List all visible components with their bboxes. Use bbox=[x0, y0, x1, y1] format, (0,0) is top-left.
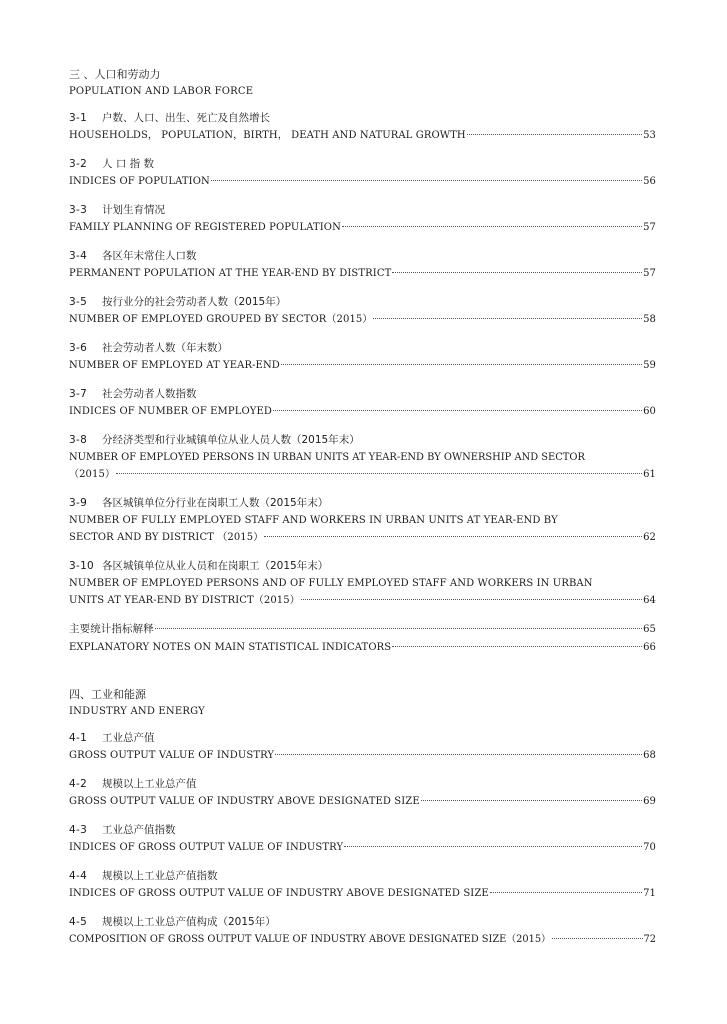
dot-leader bbox=[264, 536, 642, 537]
entry-title-en-line1: NUMBER OF FULLY EMPLOYED STAFF AND WORKERS IN URBAN UNITS AT YEAR-END BY bbox=[69, 515, 558, 526]
page-number: 53 bbox=[643, 130, 656, 141]
section-title-en: INDUSTRY AND ENERGY bbox=[69, 706, 205, 717]
toc-entry-3-1[interactable] bbox=[69, 109, 656, 144]
entry-title-cn: 分经济类型和行业城镇单位从业人员人数（2015年末） bbox=[102, 434, 360, 446]
page-number: 60 bbox=[643, 406, 656, 417]
entry-number: 4-4 bbox=[69, 870, 88, 882]
entry-title-en-line2: （2015） bbox=[69, 469, 116, 480]
page-number: 66 bbox=[643, 642, 656, 653]
toc-entry-4-3[interactable] bbox=[69, 821, 656, 856]
entry-number: 3-10 bbox=[69, 560, 95, 572]
dot-leader bbox=[392, 272, 642, 273]
entry-title-en: FAMILY PLANNING OF REGISTERED POPULATION bbox=[69, 222, 341, 233]
page-number: 71 bbox=[643, 888, 656, 899]
entry-title-en-line2: UNITS AT YEAR-END BY DISTRICT（2015） bbox=[69, 595, 300, 606]
toc-entry-notes[interactable] bbox=[69, 620, 656, 656]
entry-title-cn: 规模以上工业总产值 bbox=[102, 778, 197, 790]
entry-title-en: COMPOSITION OF GROSS OUTPUT VALUE OF INDUSTRY ABOVE DESIGNATED SIZE（2015） bbox=[69, 934, 551, 945]
entry-number: 3-3 bbox=[69, 204, 88, 216]
entry-title-cn: 人 口 指 数 bbox=[102, 158, 155, 170]
entry-title-en: NUMBER OF EMPLOYED AT YEAR-END bbox=[69, 360, 280, 371]
notes-title-en: EXPLANATORY NOTES ON MAIN STATISTICAL INDICATORS bbox=[69, 642, 392, 653]
notes-title-cn: 主要统计指标解释 bbox=[69, 623, 154, 635]
entry-title-cn: 各区城镇单位从业人员和在岗职工（2015年末） bbox=[102, 560, 329, 572]
entry-title-cn: 工业总产值 bbox=[102, 732, 155, 744]
entry-number: 4-5 bbox=[69, 916, 88, 928]
dot-leader bbox=[116, 473, 642, 474]
page-number: 72 bbox=[643, 934, 656, 945]
entry-title-cn: 户数、人口、出生、死亡及自然增长 bbox=[102, 112, 270, 124]
entry-number: 3-6 bbox=[69, 342, 88, 354]
entry-title-en: PERMANENT POPULATION AT THE YEAR-END BY DISTRICT bbox=[69, 268, 392, 279]
page-number: 64 bbox=[643, 595, 656, 606]
page-number: 69 bbox=[643, 796, 656, 807]
page-number: 57 bbox=[643, 268, 656, 279]
toc-entry-3-9[interactable] bbox=[69, 494, 656, 546]
dot-leader bbox=[301, 599, 642, 600]
dot-leader bbox=[490, 892, 642, 893]
page-number: 59 bbox=[643, 360, 656, 371]
entry-title-en-line2: SECTOR AND BY DISTRICT （2015） bbox=[69, 532, 264, 543]
entry-title-en: INDICES OF NUMBER OF EMPLOYED bbox=[69, 406, 272, 417]
page-number: 61 bbox=[643, 469, 656, 480]
toc-entry-3-7[interactable] bbox=[69, 385, 656, 420]
entry-number: 4-1 bbox=[69, 732, 88, 744]
entry-title-cn: 社会劳动者人数指数 bbox=[102, 388, 197, 400]
entry-title-cn: 规模以上工业总产值指数 bbox=[102, 870, 218, 882]
toc-entry-3-8[interactable] bbox=[69, 431, 656, 483]
toc-entry-4-5[interactable] bbox=[69, 913, 656, 948]
toc-entry-3-10[interactable] bbox=[69, 557, 656, 609]
entry-title-en-line1: NUMBER OF EMPLOYED PERSONS AND OF FULLY EMPLOYED STAFF AND WORKERS IN URBAN bbox=[69, 578, 593, 589]
dot-leader bbox=[281, 364, 642, 365]
page-number: 56 bbox=[643, 176, 656, 187]
toc-entry-3-4[interactable] bbox=[69, 247, 656, 282]
dot-leader bbox=[211, 180, 642, 181]
entry-number: 3-9 bbox=[69, 497, 88, 509]
page-number: 65 bbox=[643, 624, 656, 635]
toc-entry-3-3[interactable] bbox=[69, 201, 656, 236]
section-title-en: POPULATION AND LABOR FORCE bbox=[69, 86, 254, 97]
entry-number: 3-2 bbox=[69, 158, 88, 170]
dot-leader bbox=[373, 318, 642, 319]
section-population bbox=[69, 66, 656, 656]
page-number: 58 bbox=[643, 314, 656, 325]
page-number: 62 bbox=[643, 532, 656, 543]
section-industry bbox=[69, 686, 656, 948]
dot-leader bbox=[467, 134, 642, 135]
entry-title-en: GROSS OUTPUT VALUE OF INDUSTRY bbox=[69, 750, 275, 761]
page-number: 70 bbox=[643, 842, 656, 853]
entry-title-en: INDICES OF GROSS OUTPUT VALUE OF INDUSTRY ABOVE DESIGNATED SIZE bbox=[69, 888, 489, 899]
entry-title-cn: 各区年末常住人口数 bbox=[102, 250, 197, 262]
entry-title-cn: 按行业分的社会劳动者人数（2015年） bbox=[102, 296, 287, 308]
dot-leader bbox=[273, 410, 642, 411]
section-title-cn: 四、工业和能源 bbox=[69, 688, 146, 701]
entry-number: 3-8 bbox=[69, 434, 88, 446]
dot-leader bbox=[392, 646, 642, 647]
toc-entry-4-2[interactable] bbox=[69, 775, 656, 810]
section-title-cn: 三 、人口和劳动力 bbox=[69, 68, 161, 81]
page-number: 68 bbox=[643, 750, 656, 761]
toc-content bbox=[69, 66, 656, 959]
toc-entry-4-4[interactable] bbox=[69, 867, 656, 902]
toc-entry-3-6[interactable] bbox=[69, 339, 656, 374]
entry-title-cn: 工业总产值指数 bbox=[102, 824, 176, 836]
dot-leader bbox=[155, 628, 642, 629]
entry-number: 3-4 bbox=[69, 250, 88, 262]
entry-title-en: INDICES OF GROSS OUTPUT VALUE OF INDUSTRY bbox=[69, 842, 344, 853]
dot-leader bbox=[421, 800, 642, 801]
entry-title-en: NUMBER OF EMPLOYED GROUPED BY SECTOR（2015） bbox=[69, 314, 373, 325]
entry-number: 4-3 bbox=[69, 824, 88, 836]
dot-leader bbox=[344, 846, 642, 847]
entry-number: 3-5 bbox=[69, 296, 88, 308]
entry-number: 3-1 bbox=[69, 112, 88, 124]
toc-entry-3-2[interactable] bbox=[69, 155, 656, 190]
entry-title-en: INDICES OF POPULATION bbox=[69, 176, 210, 187]
entry-title-cn: 规模以上工业总产值构成（2015年） bbox=[102, 916, 276, 928]
entry-title-cn: 计划生育情况 bbox=[102, 204, 165, 216]
entry-title-cn: 各区城镇单位分行业在岗职工人数（2015年末） bbox=[102, 497, 329, 509]
page-number: 57 bbox=[643, 222, 656, 233]
toc-entry-4-1[interactable] bbox=[69, 729, 656, 764]
entry-title-en: HOUSEHOLDS， POPULATION，BIRTH， DEATH AND NATURAL GROWTH bbox=[69, 130, 466, 141]
dot-leader bbox=[552, 938, 643, 939]
entry-number: 3-7 bbox=[69, 388, 88, 400]
entry-number: 4-2 bbox=[69, 778, 88, 790]
toc-entry-3-5[interactable] bbox=[69, 293, 656, 328]
entry-title-en-line1: NUMBER OF EMPLOYED PERSONS IN URBAN UNITS AT YEAR-END BY OWNERSHIP AND SECTOR bbox=[69, 452, 585, 463]
entry-title-en: GROSS OUTPUT VALUE OF INDUSTRY ABOVE DESIGNATED SIZE bbox=[69, 796, 420, 807]
entry-title-cn: 社会劳动者人数（年末数） bbox=[102, 342, 228, 354]
dot-leader bbox=[275, 754, 642, 755]
dot-leader bbox=[342, 226, 642, 227]
